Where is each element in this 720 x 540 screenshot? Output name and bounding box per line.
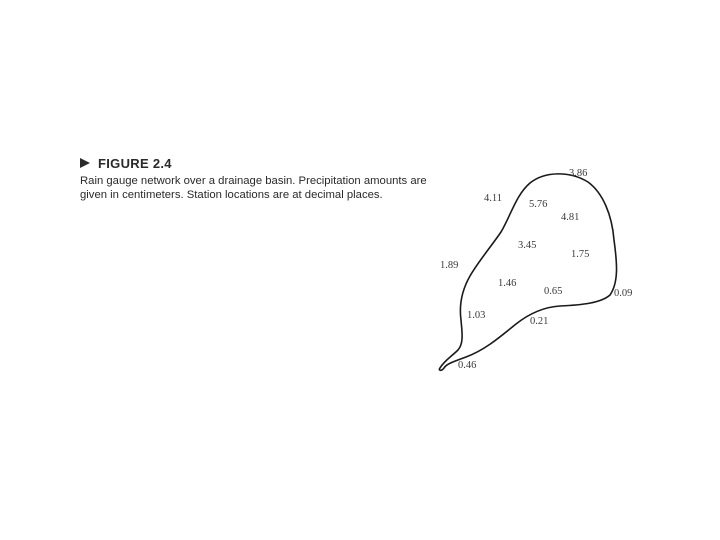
figure-label-text: FIGURE 2.4 xyxy=(98,156,172,171)
gauge-value: 0.65 xyxy=(544,286,563,297)
figure-caption: Rain gauge network over a drainage basin. Precipitation amounts are given in centimeters. Station locations are at decimal places. xyxy=(80,175,427,201)
gauge-value: 4.81 xyxy=(561,212,580,223)
gauge-value: 3.86 xyxy=(569,168,588,179)
gauge-value: 4.11 xyxy=(484,193,502,204)
gauge-value: 0.09 xyxy=(614,288,633,299)
gauge-value: 0.21 xyxy=(530,316,549,327)
gauge-value: 1.46 xyxy=(498,278,517,289)
gauge-value: 0.46 xyxy=(458,360,477,371)
basin-boundary xyxy=(439,174,616,370)
gauge-value: 3.45 xyxy=(518,240,537,251)
gauge-value: 1.89 xyxy=(440,260,459,271)
gauge-value: 5.76 xyxy=(529,199,548,210)
gauge-value: 1.75 xyxy=(571,249,590,260)
gauge-value: 1.03 xyxy=(467,310,486,321)
